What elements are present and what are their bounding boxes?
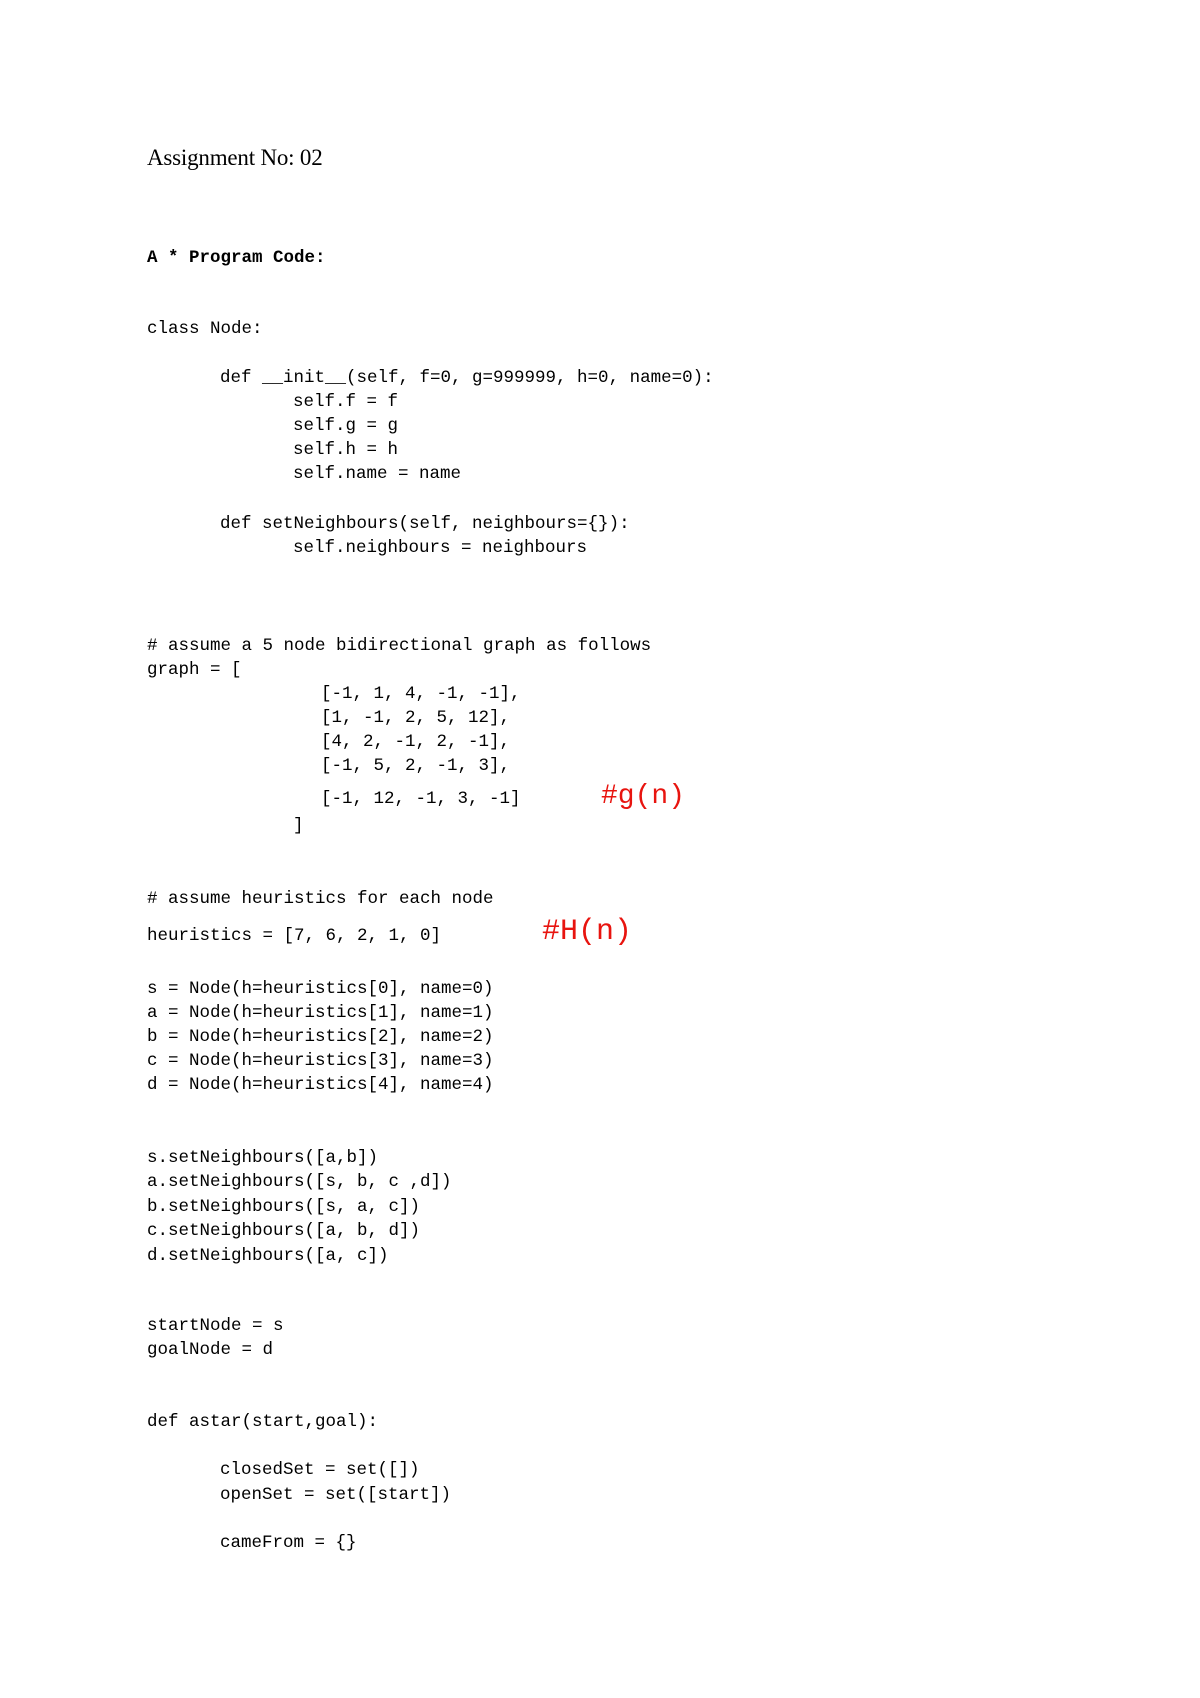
assignment-title: Assignment No: 02 [147, 145, 323, 170]
code-node-line: d = Node(h=heuristics[4], name=4) [147, 1075, 494, 1095]
code-neighbours-line: c.setNeighbours([a, b, d]) [147, 1221, 421, 1241]
code-graph-close: ] [293, 816, 304, 836]
code-setneighbours-body: self.neighbours = neighbours [293, 538, 588, 558]
code-graph-row: [4, 2, -1, 2, -1], [321, 732, 511, 752]
code-goal-node: goalNode = d [147, 1340, 274, 1360]
code-neighbours-line: d.setNeighbours([a, c]) [147, 1246, 389, 1266]
code-graph-row: [-1, 5, 2, -1, 3], [321, 756, 511, 776]
code-neighbours-line: a.setNeighbours([s, b, c ,d]) [147, 1172, 452, 1192]
code-astar-def: def astar(start,goal): [147, 1412, 379, 1432]
code-init-body-line: self.g = g [293, 416, 399, 436]
code-init-def: def __init__(self, f=0, g=999999, h=0, name=0): [220, 368, 714, 388]
code-came-from: cameFrom = {} [220, 1533, 357, 1553]
annotation-g-n: #g(n) [601, 781, 686, 812]
code-graph-row: [1, -1, 2, 5, 12], [321, 708, 511, 728]
code-heuristics-line: heuristics = [7, 6, 2, 1, 0] [147, 926, 442, 946]
code-graph-open: graph = [ [147, 660, 242, 680]
code-graph-comment: # assume a 5 node bidirectional graph as follows [147, 636, 652, 656]
code-start-node: startNode = s [147, 1316, 284, 1336]
code-open-set: openSet = set([start]) [220, 1485, 452, 1505]
code-node-line: b = Node(h=heuristics[2], name=2) [147, 1027, 494, 1047]
code-graph-row: [-1, 1, 4, -1, -1], [321, 684, 521, 704]
code-graph-row: [-1, 12, -1, 3, -1] [321, 789, 521, 809]
code-node-line: a = Node(h=heuristics[1], name=1) [147, 1003, 494, 1023]
code-node-line: s = Node(h=heuristics[0], name=0) [147, 979, 494, 999]
code-neighbours-line: s.setNeighbours([a,b]) [147, 1148, 379, 1168]
code-init-body-line: self.f = f [293, 392, 399, 412]
section-heading: A * Program Code: [147, 248, 326, 268]
code-neighbours-line: b.setNeighbours([s, a, c]) [147, 1197, 421, 1217]
code-setneighbours-def: def setNeighbours(self, neighbours={}): [220, 514, 630, 534]
code-node-line: c = Node(h=heuristics[3], name=3) [147, 1051, 494, 1071]
code-closed-set: closedSet = set([]) [220, 1460, 420, 1480]
code-heuristics-comment: # assume heuristics for each node [147, 889, 494, 909]
code-init-body-line: self.h = h [293, 440, 399, 460]
annotation-h-n: #H(n) [542, 915, 633, 949]
code-init-body-line: self.name = name [293, 464, 462, 484]
code-class-def: class Node: [147, 319, 263, 339]
